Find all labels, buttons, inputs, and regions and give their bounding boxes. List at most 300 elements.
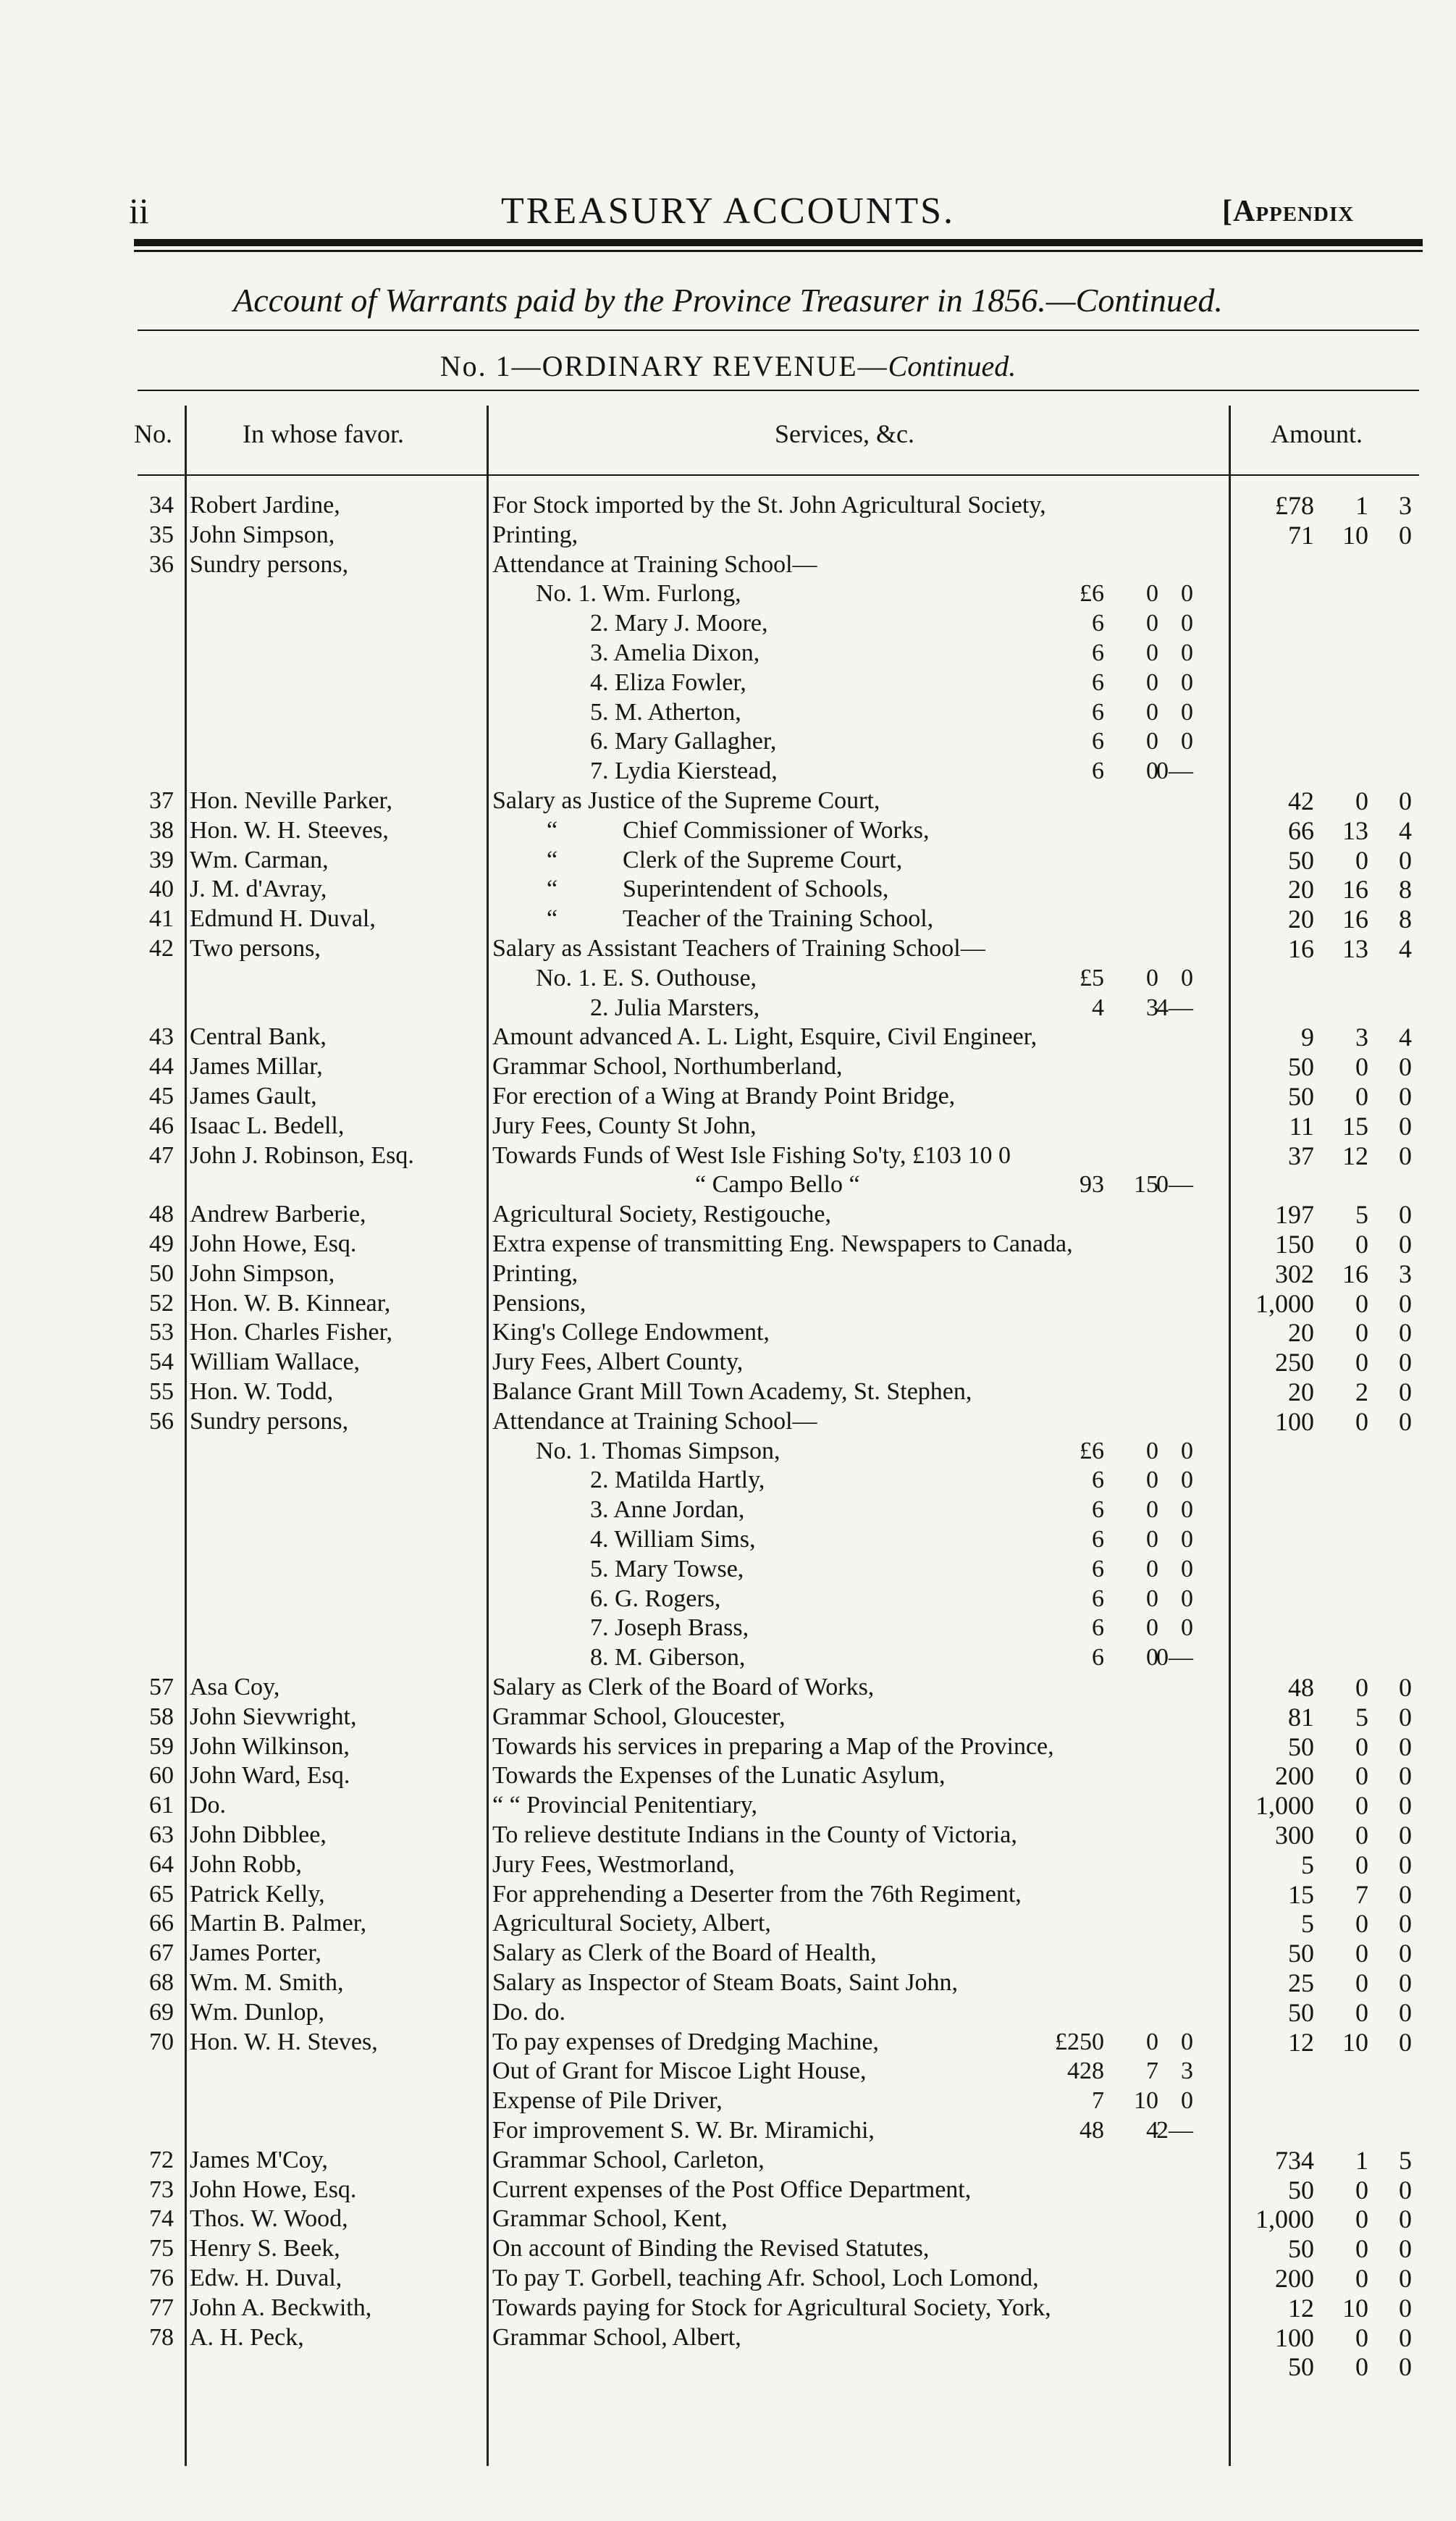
row-service: 8. M. Giberson, — [590, 1644, 746, 1671]
row-ditto-mark: “ — [547, 876, 558, 902]
row-number: 68 — [149, 1969, 174, 1996]
row-amount-shillings: 0 — [1355, 1052, 1368, 1081]
row-amount-pounds: 5 — [1301, 1909, 1314, 1938]
row-amount-pence: 0 — [1399, 2234, 1412, 2263]
row-service: Grammar School, Northumberland, — [492, 1053, 843, 1080]
row-service: Current expenses of the Post Office Department, — [492, 2176, 972, 2203]
row-amount-pounds: 66 — [1288, 816, 1314, 845]
row-number: 52 — [149, 1290, 174, 1317]
row-amount-pence: 0 — [1399, 1909, 1412, 1938]
subtitle-rule — [138, 330, 1419, 331]
row-amount-pence: 0 — [1399, 1082, 1412, 1111]
row-amount-pence: 0 — [1399, 1052, 1412, 1081]
row-service: 7. Joseph Brass, — [590, 1614, 749, 1641]
row-amount-pounds: 12 — [1288, 2028, 1314, 2057]
row-amount-shillings: 12 — [1342, 1141, 1368, 1170]
row-subtotal-pounds: 6 — [1092, 758, 1104, 784]
row-subtotal-shillings: 7 — [1146, 2058, 1158, 2084]
row-amount-shillings: 2 — [1355, 1377, 1368, 1406]
row-service: 6. G. Rogers, — [590, 1585, 721, 1612]
row-amount-shillings: 0 — [1355, 1939, 1368, 1968]
row-number: 76 — [149, 2265, 174, 2291]
row-amount-pence: 0 — [1399, 1230, 1412, 1259]
row-amount-shillings: 0 — [1355, 1318, 1368, 1347]
row-amount-pence: 0 — [1399, 2028, 1412, 2057]
row-payee: Thos. W. Wood, — [190, 2205, 348, 2232]
row-payee: Sundry persons, — [190, 551, 349, 578]
row-service: 3. Amelia Dixon, — [590, 639, 760, 666]
row-payee: Wm. M. Smith, — [190, 1969, 344, 1996]
row-service: 2. Julia Marsters, — [590, 994, 760, 1021]
row-amount-pence: 0 — [1399, 1998, 1412, 2027]
row-subtotal-shillings: 0 — [1146, 1496, 1158, 1523]
row-amount-pounds: 100 — [1275, 2323, 1314, 2352]
row-number: 55 — [149, 1378, 174, 1405]
row-subtotal-shillings: 0 — [1146, 728, 1158, 755]
row-subtotal-shillings: 0 — [1146, 1644, 1158, 1671]
row-amount-pounds: 50 — [1288, 1998, 1314, 2027]
row-amount-shillings: 0 — [1355, 846, 1368, 875]
row-payee: James Porter, — [190, 1939, 321, 1966]
row-amount-pounds: 50 — [1288, 2234, 1314, 2263]
row-payee: Isaac L. Bedell, — [190, 1112, 345, 1139]
row-amount-shillings: 16 — [1342, 905, 1368, 934]
row-amount-pounds: 20 — [1288, 1318, 1314, 1347]
row-amount-pence: 0 — [1399, 1377, 1412, 1406]
row-service: Agricultural Society, Albert, — [492, 1910, 771, 1937]
row-number: 37 — [149, 787, 174, 814]
row-amount-pence: 3 — [1399, 491, 1412, 520]
row-amount-shillings: 15 — [1342, 1112, 1368, 1141]
row-number: 44 — [149, 1053, 174, 1080]
row-service: No. 1. E. S. Outhouse, — [536, 965, 757, 991]
row-amount-pence: 0 — [1399, 786, 1412, 815]
row-subtotal-pence: 4— — [1156, 994, 1193, 1021]
row-service: Superintendent of Schools, — [623, 876, 889, 902]
row-service: 2. Mary J. Moore, — [590, 610, 768, 637]
row-payee: Do. — [190, 1792, 227, 1819]
row-number: 59 — [149, 1733, 174, 1760]
row-amount-pounds: 25 — [1288, 1968, 1314, 1997]
row-number: 43 — [149, 1023, 174, 1050]
row-number: 74 — [149, 2205, 174, 2232]
row-payee: Asa Coy, — [190, 1674, 280, 1700]
row-amount-pounds: 1,000 — [1255, 1289, 1314, 1318]
row-subtotal-pounds: 6 — [1092, 1585, 1104, 1612]
row-subtotal-shillings: 3 — [1146, 994, 1158, 1021]
row-number: 45 — [149, 1083, 174, 1110]
row-number: 67 — [149, 1939, 174, 1966]
row-amount-pounds: 1,000 — [1255, 1791, 1314, 1820]
row-amount-shillings: 0 — [1355, 2234, 1368, 2263]
row-amount-shillings: 0 — [1355, 1850, 1368, 1879]
row-number: 78 — [149, 2324, 174, 2351]
header-rule-thick — [134, 239, 1423, 246]
row-service: 5. Mary Towse, — [590, 1556, 744, 1582]
row-number: 58 — [149, 1703, 174, 1730]
row-subtotal-pounds: 6 — [1092, 1496, 1104, 1523]
row-amount-pence: 0 — [1399, 2205, 1412, 2233]
row-subtotal-shillings: 0 — [1146, 1467, 1158, 1493]
row-amount-shillings: 5 — [1355, 1703, 1368, 1732]
row-amount-pounds: 100 — [1275, 1407, 1314, 1436]
row-service: Grammar School, Albert, — [492, 2324, 741, 2351]
row-amount-shillings: 0 — [1355, 1230, 1368, 1259]
row-amount-pounds: 50 — [1288, 2176, 1314, 2205]
row-subtotal-pence: 0 — [1181, 965, 1193, 991]
row-amount-shillings: 10 — [1342, 2028, 1368, 2057]
row-subtotal-pence: 0 — [1181, 610, 1193, 637]
row-subtotal-shillings: 0 — [1146, 1585, 1158, 1612]
row-subtotal-shillings: 0 — [1146, 639, 1158, 666]
row-amount-shillings: 10 — [1342, 521, 1368, 550]
row-amount-pounds: 12 — [1288, 2294, 1314, 2323]
row-amount-pounds: 197 — [1275, 1200, 1314, 1229]
row-amount-shillings: 1 — [1355, 491, 1368, 520]
row-amount-shillings: 5 — [1355, 1200, 1368, 1229]
row-service: 4. Eliza Fowler, — [590, 669, 746, 696]
row-amount-pence: 0 — [1399, 2176, 1412, 2205]
row-service: Towards the Expenses of the Lunatic Asylum, — [492, 1762, 946, 1789]
row-amount-pence: 0 — [1399, 1673, 1412, 1702]
row-service: Grammar School, Gloucester, — [492, 1703, 786, 1730]
row-service: To pay expenses of Dredging Machine, — [492, 2029, 879, 2055]
row-subtotal-pence: 0 — [1181, 639, 1193, 666]
row-number: 49 — [149, 1230, 174, 1257]
row-amount-pounds: 200 — [1275, 2264, 1314, 2293]
row-number: 48 — [149, 1201, 174, 1228]
row-payee: Edmund H. Duval, — [190, 905, 376, 932]
row-subtotal-pence: 0 — [1181, 1614, 1193, 1641]
row-service: Amount advanced A. L. Light, Esquire, Civil Engineer, — [492, 1023, 1038, 1050]
row-subtotal-pounds: £6 — [1080, 580, 1104, 607]
row-payee: Hon. W. Todd, — [190, 1378, 334, 1405]
row-payee: Robert Jardine, — [190, 492, 340, 519]
row-amount-shillings: 0 — [1355, 1998, 1368, 2027]
row-payee: John Simpson, — [190, 1260, 335, 1287]
row-subtotal-pence: 0 — [1181, 2029, 1193, 2055]
row-service: Salary as Assistant Teachers of Training School— — [492, 935, 985, 962]
row-amount-shillings: 0 — [1355, 1289, 1368, 1318]
row-service: Teacher of the Training School, — [623, 905, 934, 932]
row-subtotal-pounds: 93 — [1080, 1171, 1104, 1198]
row-amount-pounds: 16 — [1288, 934, 1314, 963]
row-amount-pence: 0 — [1399, 521, 1412, 550]
row-subtotal-pounds: 6 — [1092, 639, 1104, 666]
page-number: ii — [129, 190, 149, 231]
row-service: For Stock imported by the St. John Agricultural Society, — [492, 492, 1046, 519]
row-amount-pounds: 15 — [1288, 1880, 1314, 1909]
row-amount-pounds: 48 — [1288, 1673, 1314, 1702]
row-payee: James M'Coy, — [190, 2147, 328, 2173]
row-service: Salary as Clerk of the Board of Works, — [492, 1674, 875, 1700]
row-subtotal-pence: 0 — [1181, 669, 1193, 696]
row-service: 2. Matilda Hartly, — [590, 1467, 765, 1493]
row-number: 60 — [149, 1762, 174, 1789]
row-subtotal-pence: 0— — [1156, 1644, 1193, 1671]
row-number: 69 — [149, 1999, 174, 2026]
row-service: Attendance at Training School— — [492, 551, 817, 578]
row-subtotal-shillings: 0 — [1146, 580, 1158, 607]
row-number: 75 — [149, 2235, 174, 2262]
row-payee: Hon. Charles Fisher, — [190, 1319, 393, 1346]
row-payee: J. M. d'Avray, — [190, 876, 327, 902]
row-subtotal-shillings: 15 — [1134, 1171, 1158, 1198]
section-rule — [138, 390, 1419, 391]
row-amount-pounds: 150 — [1275, 1230, 1314, 1259]
row-payee: John Simpson, — [190, 521, 335, 548]
row-amount-shillings: 1 — [1355, 2146, 1368, 2175]
row-amount-shillings: 0 — [1355, 2176, 1368, 2205]
row-number: 70 — [149, 2029, 174, 2055]
row-payee: James Gault, — [190, 1083, 317, 1110]
row-amount-pence: 8 — [1399, 875, 1412, 904]
row-payee: Hon. W. H. Steeves, — [190, 817, 389, 844]
row-subtotal-pounds: 48 — [1080, 2117, 1104, 2144]
row-subtotal-pence: 2— — [1156, 2117, 1193, 2144]
row-service: For apprehending a Deserter from the 76th Regiment, — [492, 1881, 1022, 1908]
row-subtotal-shillings: 0 — [1146, 758, 1158, 784]
row-number: 46 — [149, 1112, 174, 1139]
account-subtitle: Account of Warrants paid by the Province Treasurer in 1856.—Continued. — [233, 282, 1223, 319]
row-service: Out of Grant for Miscoe Light House, — [492, 2058, 867, 2084]
row-number: 63 — [149, 1821, 174, 1848]
row-amount-pounds: 11 — [1289, 1112, 1314, 1141]
row-amount-pence: 0 — [1399, 2264, 1412, 2293]
row-amount-pounds: 81 — [1288, 1703, 1314, 1732]
divider-favor — [487, 406, 489, 2466]
row-amount-pence: 0 — [1399, 1112, 1412, 1141]
row-service: Jury Fees, Albert County, — [492, 1348, 744, 1375]
row-amount-pounds: 50 — [1288, 1052, 1314, 1081]
row-number: 39 — [149, 847, 174, 873]
row-service: Agricultural Society, Restigouche, — [492, 1201, 832, 1228]
row-subtotal-shillings: 0 — [1146, 669, 1158, 696]
row-amount-pence: 0 — [1399, 1791, 1412, 1820]
row-amount-pence: 0 — [1399, 1289, 1412, 1318]
row-subtotal-pounds: 6 — [1092, 1556, 1104, 1582]
row-amount-pence: 5 — [1399, 2146, 1412, 2175]
row-number: 40 — [149, 876, 174, 902]
row-subtotal-pence: 0 — [1181, 1556, 1193, 1582]
row-amount-shillings: 0 — [1355, 1909, 1368, 1938]
row-subtotal-pounds: 6 — [1092, 1614, 1104, 1641]
row-subtotal-shillings: 0 — [1146, 1556, 1158, 1582]
row-payee: Hon. W. H. Steves, — [190, 2029, 378, 2055]
row-number: 47 — [149, 1142, 174, 1169]
row-subtotal-pounds: 6 — [1092, 1526, 1104, 1553]
row-payee: Martin B. Palmer, — [190, 1910, 367, 1937]
row-number: 53 — [149, 1319, 174, 1346]
column-header-rule — [138, 474, 1419, 476]
row-subtotal-pounds: 4 — [1092, 994, 1104, 1021]
row-subtotal-pounds: 6 — [1092, 669, 1104, 696]
row-amount-shillings: 0 — [1355, 1673, 1368, 1702]
row-number: 72 — [149, 2147, 174, 2173]
row-service: Towards Funds of West Isle Fishing So'ty, £103 10 0 — [492, 1142, 1011, 1169]
row-subtotal-pence: 0 — [1181, 699, 1193, 726]
row-service: Towards paying for Stock for Agricultural Society, York, — [492, 2294, 1051, 2321]
row-subtotal-shillings: 10 — [1134, 2087, 1158, 2114]
row-number: 73 — [149, 2176, 174, 2203]
row-amount-pence: 0 — [1399, 2294, 1412, 2323]
row-amount-pence: 0 — [1399, 1939, 1412, 1968]
row-service: To pay T. Gorbell, teaching Afr. School, Loch Lomond, — [492, 2265, 1039, 2291]
row-service: Salary as Justice of the Supreme Court, — [492, 787, 880, 814]
row-service: Jury Fees, County St John, — [492, 1112, 757, 1139]
row-amount-pence: 0 — [1399, 1407, 1412, 1436]
row-subtotal-pounds: 6 — [1092, 728, 1104, 755]
row-amount-pence: 0 — [1399, 1732, 1412, 1761]
row-amount-pounds: 9 — [1301, 1023, 1314, 1052]
row-payee: Patrick Kelly, — [190, 1881, 325, 1908]
section-heading — [0, 349, 1456, 383]
row-payee: John Sievwright, — [190, 1703, 357, 1730]
row-subtotal-shillings: 0 — [1146, 1438, 1158, 1464]
row-payee: John Howe, Esq. — [190, 1230, 357, 1257]
row-subtotal-shillings: 0 — [1146, 610, 1158, 637]
row-number: 41 — [149, 905, 174, 932]
row-amount-pence: 0 — [1399, 2352, 1412, 2381]
row-service: 7. Lydia Kierstead, — [590, 758, 778, 784]
row-amount-pounds: 734 — [1275, 2146, 1314, 2175]
row-amount-pounds: 42 — [1288, 786, 1314, 815]
row-number: 61 — [149, 1792, 174, 1819]
row-service: On account of Binding the Revised Statutes, — [492, 2235, 930, 2262]
row-amount-pence: 0 — [1399, 846, 1412, 875]
row-amount-shillings: 0 — [1355, 1968, 1368, 1997]
row-service: “ Campo Bello “ — [695, 1171, 860, 1198]
row-amount-shillings: 0 — [1355, 1732, 1368, 1761]
row-amount-pounds: 300 — [1275, 1821, 1314, 1850]
row-service: Do. do. — [492, 1999, 566, 2026]
row-number: 35 — [149, 521, 174, 548]
row-payee: John Ward, Esq. — [190, 1762, 350, 1789]
row-service: Balance Grant Mill Town Academy, St. Stephen, — [492, 1378, 972, 1405]
row-service: Expense of Pile Driver, — [492, 2087, 723, 2114]
section-heading-main: No. 1—ORDINARY REVENUE— — [439, 350, 888, 382]
row-amount-shillings: 0 — [1355, 2205, 1368, 2233]
row-subtotal-pence: 0 — [1181, 2087, 1193, 2114]
row-payee: Henry S. Beek, — [190, 2235, 340, 2262]
row-subtotal-pounds: 6 — [1092, 1467, 1104, 1493]
row-payee: John J. Robinson, Esq. — [190, 1142, 414, 1169]
row-service: Jury Fees, Westmorland, — [492, 1851, 735, 1878]
row-amount-pence: 4 — [1399, 934, 1412, 963]
row-amount-shillings: 16 — [1342, 875, 1368, 904]
row-payee: Hon. W. B. Kinnear, — [190, 1290, 391, 1317]
row-subtotal-shillings: 0 — [1146, 1614, 1158, 1641]
row-amount-shillings: 13 — [1342, 816, 1368, 845]
row-number: 65 — [149, 1881, 174, 1908]
row-amount-pence: 0 — [1399, 1850, 1412, 1879]
row-subtotal-pence: 0 — [1181, 580, 1193, 607]
row-service: Pensions, — [492, 1290, 586, 1317]
row-amount-shillings: 13 — [1342, 934, 1368, 963]
row-payee: William Wallace, — [190, 1348, 361, 1375]
row-subtotal-pounds: £6 — [1080, 1438, 1104, 1464]
row-payee: John Howe, Esq. — [190, 2176, 357, 2203]
row-service: For erection of a Wing at Brandy Point Bridge, — [492, 1083, 956, 1110]
header-rule-thin — [134, 250, 1423, 252]
row-amount-pence: 8 — [1399, 905, 1412, 934]
row-amount-shillings: 16 — [1342, 1259, 1368, 1288]
row-subtotal-pence: 0— — [1156, 758, 1193, 784]
row-service: No. 1. Wm. Furlong, — [536, 580, 741, 607]
row-number: 57 — [149, 1674, 174, 1700]
row-payee: John Wilkinson, — [190, 1733, 350, 1760]
row-amount-shillings: 0 — [1355, 1407, 1368, 1436]
row-payee: James Millar, — [190, 1053, 323, 1080]
column-header-services: Services, &c. — [775, 419, 914, 448]
divider-no — [185, 406, 187, 2466]
row-subtotal-shillings: 0 — [1146, 1526, 1158, 1553]
row-amount-pounds: 50 — [1288, 1732, 1314, 1761]
row-service: Printing, — [492, 1260, 578, 1287]
row-ditto-mark: “ — [547, 905, 558, 932]
row-subtotal-pounds: £5 — [1080, 965, 1104, 991]
row-amount-pence: 0 — [1399, 1141, 1412, 1170]
row-number: 34 — [149, 492, 174, 519]
row-amount-pounds: 50 — [1288, 1082, 1314, 1111]
row-amount-pence: 0 — [1399, 1348, 1412, 1377]
row-service: No. 1. Thomas Simpson, — [536, 1438, 780, 1464]
row-amount-pounds: £78 — [1275, 491, 1314, 520]
row-amount-pounds: 20 — [1288, 1377, 1314, 1406]
row-subtotal-pence: 0 — [1181, 1526, 1193, 1553]
row-payee: John Robb, — [190, 1851, 302, 1878]
row-amount-pence: 0 — [1399, 1200, 1412, 1229]
row-service: To relieve destitute Indians in the County of Victoria, — [492, 1821, 1017, 1848]
section-heading-continued: Continued. — [888, 350, 1017, 382]
row-amount-pence: 0 — [1399, 2323, 1412, 2352]
row-service: Towards his services in preparing a Map of the Province, — [492, 1733, 1054, 1760]
row-service: Salary as Inspector of Steam Boats, Saint John, — [492, 1969, 959, 1996]
row-service: 3. Anne Jordan, — [590, 1496, 745, 1523]
row-service: Chief Commissioner of Works, — [623, 817, 930, 844]
row-number: 66 — [149, 1910, 174, 1937]
row-service: King's College Endowment, — [492, 1319, 770, 1346]
row-service: “ “ Provincial Penitentiary, — [492, 1792, 758, 1819]
row-amount-shillings: 0 — [1355, 2264, 1368, 2293]
row-subtotal-pence: 0 — [1181, 1467, 1193, 1493]
row-service: 6. Mary Gallagher, — [590, 728, 777, 755]
row-subtotal-pounds: 428 — [1067, 2058, 1104, 2084]
row-number: 54 — [149, 1348, 174, 1375]
row-amount-pence: 0 — [1399, 1821, 1412, 1850]
row-subtotal-shillings: 0 — [1146, 699, 1158, 726]
row-service: 4. William Sims, — [590, 1526, 756, 1553]
row-number: 50 — [149, 1260, 174, 1287]
row-subtotal-shillings: 0 — [1146, 965, 1158, 991]
row-amount-pence: 3 — [1399, 1259, 1412, 1288]
row-service: Extra expense of transmitting Eng. Newspapers to Canada, — [492, 1230, 1073, 1257]
row-service: Grammar School, Carleton, — [492, 2147, 765, 2173]
row-amount-shillings: 0 — [1355, 786, 1368, 815]
row-payee: Andrew Barberie, — [190, 1201, 366, 1228]
row-subtotal-pounds: 6 — [1092, 1644, 1104, 1671]
row-amount-pounds: 5 — [1301, 1850, 1314, 1879]
row-service: Grammar School, Kent, — [492, 2205, 728, 2232]
row-subtotal-shillings: 0 — [1146, 2029, 1158, 2055]
row-subtotal-pence: 3 — [1181, 2058, 1193, 2084]
row-amount-shillings: 0 — [1355, 1791, 1368, 1820]
row-subtotal-pence: 0 — [1181, 1438, 1193, 1464]
appendix-label: [Appendix — [1222, 195, 1355, 228]
row-payee: Central Bank, — [190, 1023, 327, 1050]
row-amount-pence: 0 — [1399, 1968, 1412, 1997]
row-number: 64 — [149, 1851, 174, 1878]
